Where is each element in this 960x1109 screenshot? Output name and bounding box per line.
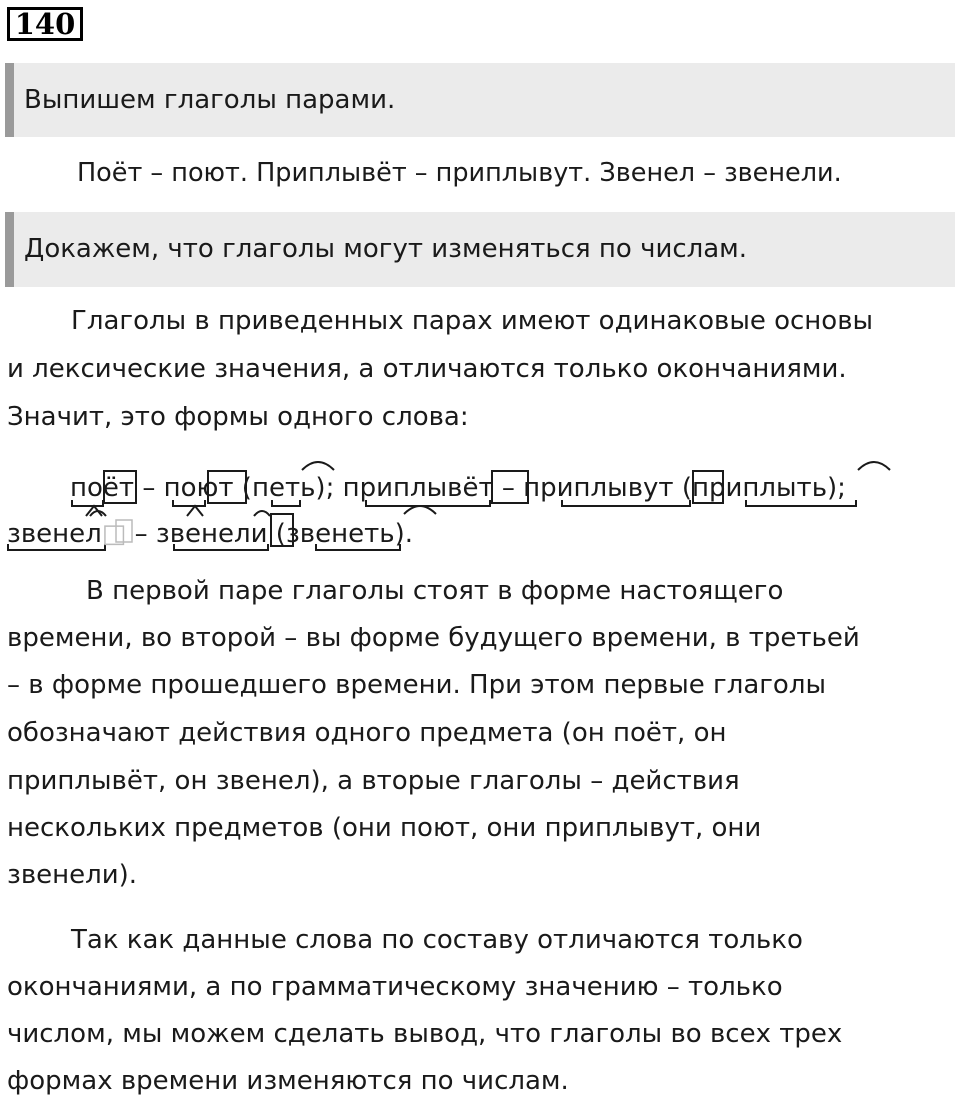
step-instruction-1: Выпишем глаголы парами.	[5, 63, 955, 137]
paragraph-1-line-3: Значит, это формы одного слова:	[7, 402, 469, 432]
step-instruction-2: Докажем, что глаголы могут изменяться по числам.	[5, 212, 955, 287]
paragraph-1-line-1: Глаголы в приведенных парах имеют одинаковые основы	[71, 306, 874, 336]
paragraph-2-line-2: времени, во второй – вы форме будущего времени, в третьей	[7, 623, 860, 653]
suffix-arc	[90, 511, 106, 516]
paragraph-3-line-2: окончаниями, а по грамматическому значению – только	[7, 972, 783, 1002]
task-number: 140	[7, 7, 83, 41]
analysis-row-2: звенел□ – звенели (звенеть).	[7, 519, 413, 549]
paragraph-2-line-5: приплывёт, он звенел), а вторые глаголы – действия	[7, 766, 740, 796]
suffix-arc	[302, 462, 334, 470]
paragraph-3-line-4: формах времени изменяются по числам.	[7, 1066, 569, 1096]
morpheme-analysis-graphic	[0, 450, 960, 560]
suffix-arc	[858, 462, 890, 470]
analysis-row-1: поёт – поют (петь); приплывёт – приплывут (приплыть);	[70, 473, 846, 503]
root-mark	[187, 506, 203, 516]
paragraph-2-line-3: – в форме прошедшего времени. При этом первые глаголы	[7, 670, 826, 700]
paragraph-3-line-1: Так как данные слова по составу отличаются только	[71, 925, 803, 955]
paragraph-2-line-6: нескольких предметов (они поют, они приплывут, они	[7, 813, 762, 843]
suffix-arc	[254, 511, 270, 516]
verb-pairs-line: Поёт – поют. Приплывёт – приплывут. Звенел – звенели.	[77, 158, 842, 188]
paragraph-2-line-1: В первой паре глаголы стоят в форме настоящего	[86, 576, 784, 606]
paragraph-3-line-3: числом, мы можем сделать вывод, что глаголы во всех трех	[7, 1019, 843, 1049]
suffix-arc	[404, 506, 436, 514]
morpheme-analysis	[0, 450, 960, 560]
paragraph-2-line-4: обозначают действия одного предмета (он поёт, он	[7, 718, 727, 748]
paragraph-1-line-2: и лексические значения, а отличаются только окончаниями.	[7, 354, 847, 384]
paragraph-2-line-7: звенели).	[7, 860, 138, 890]
